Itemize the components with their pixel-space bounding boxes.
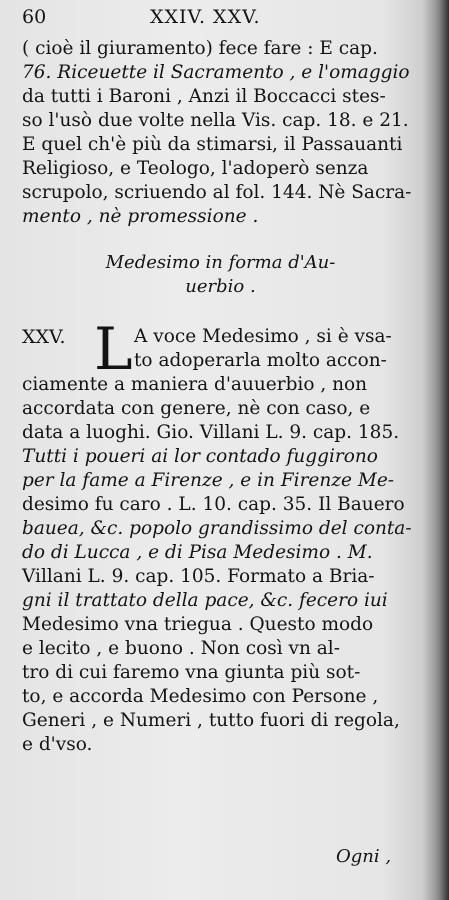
- text-line: Generi , e Numeri , tutto fuori di regola,: [22, 710, 400, 731]
- subheading-continued: uerbio .: [185, 276, 256, 297]
- text-line: ( cioè il giuramento) fece fare : E cap.: [22, 38, 378, 59]
- catchword: Ogni ,: [336, 846, 392, 867]
- subheading: Medesimo in forma d'Au-: [105, 252, 336, 273]
- text-line: E quel ch'è più da stimarsi, il Passauanti: [22, 134, 403, 155]
- text-line: tro di cui faremo vna giunta più sot-: [22, 662, 361, 683]
- running-head: XXIV. XXV.: [150, 6, 261, 28]
- text-line: Medesimo vna triegua . Questo modo: [22, 614, 374, 635]
- text-line: per la fame a Firenze , e in Firenze Me-: [22, 470, 395, 491]
- text-line: Tutti i poueri ai lor contado fuggirono: [22, 446, 378, 467]
- text-line: A voce Medesimo , si è vsa-: [134, 326, 392, 347]
- text-line: accordata con genere, nè con caso, e: [22, 398, 371, 419]
- text-line: da tutti i Baroni , Anzi il Boccacci stes-: [22, 86, 386, 107]
- text-line: e lecito , e buono . Non così vn al-: [22, 638, 340, 659]
- text-line: so l'usò due volte nella Vis. cap. 18. e 21.: [22, 110, 409, 131]
- text-line: do di Lucca , e di Pisa Medesimo . M.: [22, 542, 373, 563]
- text-line: ciamente a maniera d'auuerbio , non: [22, 374, 368, 395]
- section-number: XXV.: [22, 326, 66, 348]
- text-line: to adoperarla molto accon-: [134, 350, 387, 371]
- text-line: Religioso, e Teologo, l'adoperò senza: [22, 158, 369, 179]
- text-line: bauea, &c. popolo grandissimo del conta-: [22, 518, 412, 539]
- page-gutter-shadow: [439, 0, 449, 900]
- text-line: data a luoghi. Gio. Villani L. 9. cap. 185.: [22, 422, 400, 443]
- text-line: 76. Riceuette il Sacramento , e l'omaggio: [22, 62, 410, 83]
- text-line: scrupolo, scriuendo al fol. 144. Nè Sacra-: [22, 182, 412, 203]
- text-line: to, e accorda Medesimo con Persone ,: [22, 686, 379, 707]
- page-number: 60: [22, 6, 47, 28]
- drop-cap: L: [94, 315, 133, 383]
- text-line: gni il trattato della pace, &c. fecero iui: [22, 590, 388, 611]
- page-header: [22, 6, 402, 28]
- text-line: Villani L. 9. cap. 105. Formato a Bria-: [22, 566, 375, 587]
- text-line: desimo fu caro . L. 10. cap. 35. Il Bauero: [22, 494, 405, 515]
- text-line: mento , nè promessione .: [22, 206, 259, 227]
- text-line: e d'vso.: [22, 734, 93, 755]
